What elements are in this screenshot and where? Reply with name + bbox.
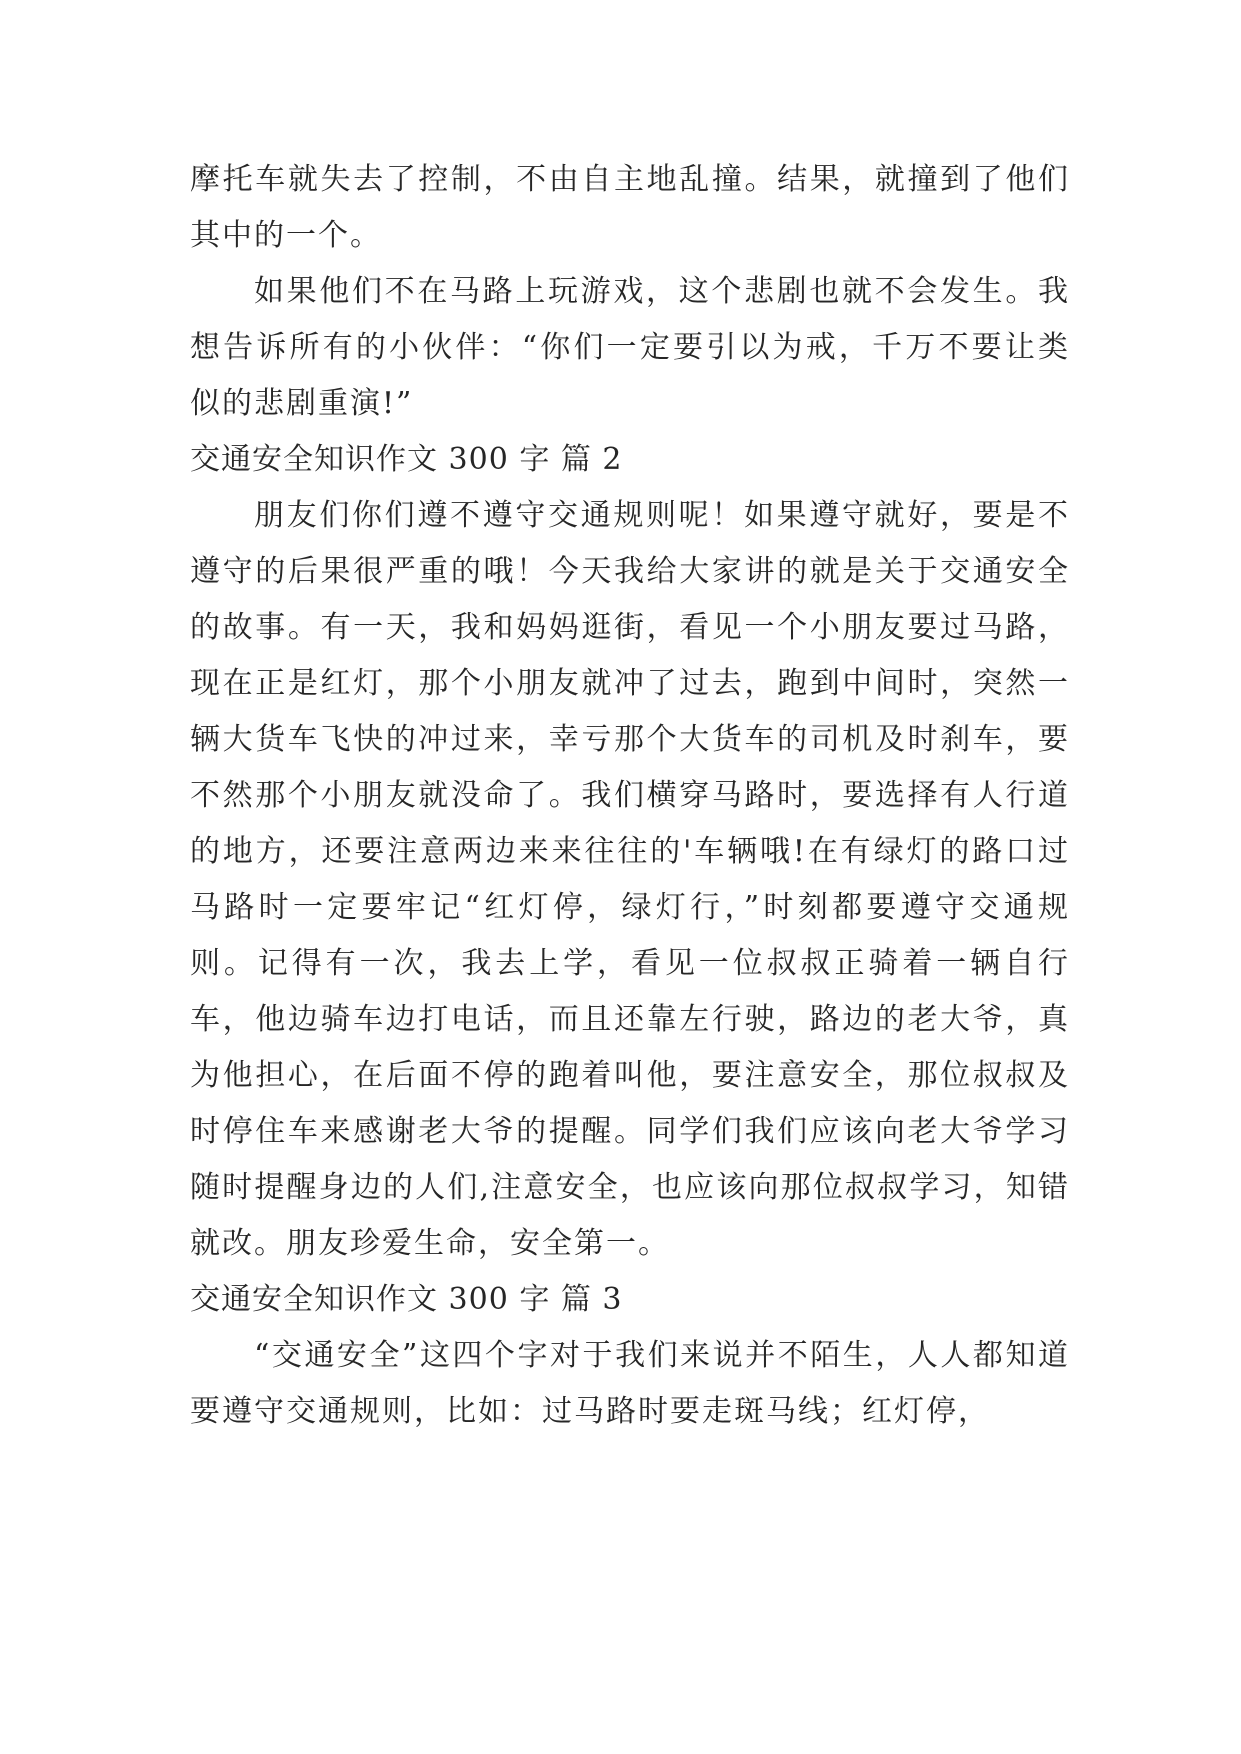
- section-heading-2: 交通安全知识作文 300 字 篇 2: [190, 442, 623, 477]
- section-heading-3: 交通安全知识作文 300 字 篇 3: [190, 1282, 623, 1317]
- document-body: [190, 152, 1070, 1440]
- paragraph-essay-3: “交通安全”这四个字对于我们来说并不陌生，人人都知道要遵守交通规则，比如：过马路时要走斑马线；红灯停，: [190, 1338, 1070, 1429]
- paragraph-essay-2: 朋友们你们遵不遵守交通规则呢！如果遵守就好，要是不遵守的后果很严重的哦！今天我给大家讲的就是关于交通安全的故事。有一天，我和妈妈逛街，看见一个小朋友要过马路，现在正是红灯，那个小朋友就冲了过去，跑到中间时，突然一辆大货车飞快的冲过来，幸亏那个大货车的司机及时刹车，要不然那个小朋友就没命了。我们横穿马路时，要选择有人行道的地方，还要注意两边来来往往的'车辆哦!在有绿灯的路口过马路时一定要牢记“红灯停，绿灯行，”时刻都要遵守交通规则。记得有一次，我去上学，看见一位叔叔正骑着一辆自行车，他边骑车边打电话，而且还靠左行驶，路边的老大爷，真为他担心，在后面不停的跑着叫他，要注意安全，那位叔叔及时停住车来感谢老大爷的提醒。同学们我们应该向老大爷学习随时提醒身边的人们,注意安全，也应该向那位叔叔学习，知错就改。朋友珍爱生命，安全第一。: [190, 498, 1070, 1261]
- paragraph-conclusion: 如果他们不在马路上玩游戏，这个悲剧也就不会发生。我想告诉所有的小伙伴：“你们一定要引以为戒，千万不要让类似的悲剧重演!”: [190, 274, 1070, 421]
- paragraph-continuation: 摩托车就失去了控制，不由自主地乱撞。结果，就撞到了他们其中的一个。: [190, 162, 1070, 253]
